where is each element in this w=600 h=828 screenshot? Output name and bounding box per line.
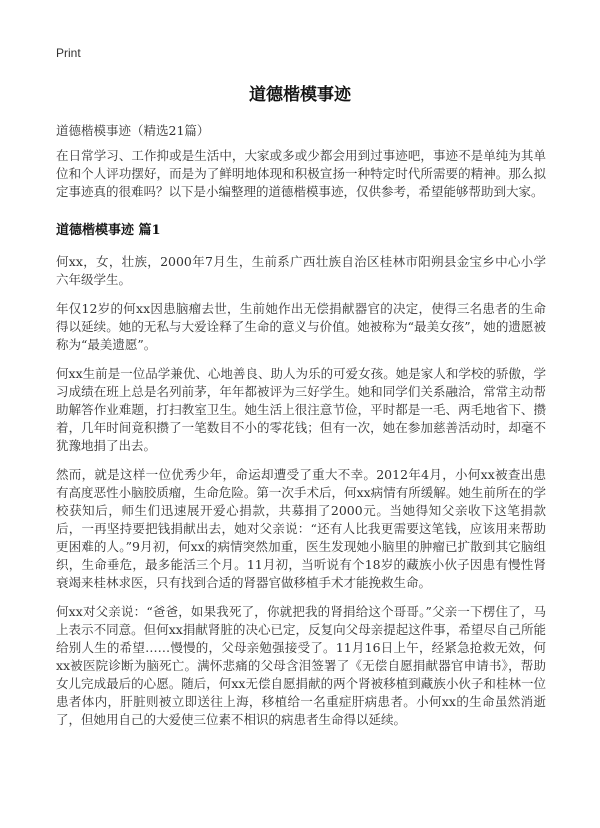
section-heading: 道德楷模事迹 篇1	[56, 223, 161, 238]
body-paragraph: 年仅12岁的何xx因患脑瘤去世，生前她作出无偿捐献器官的决定，使得三名患者的生命得以延续。她的无私与大爱诠释了生命的意义与价值。她被称为“最美女孩”，她的遗愿被称为“最美遗愿”。	[56, 301, 546, 352]
body-paragraph: 何xx，女，壮族，2000年7月生，生前系广西壮族自治区桂林市阳朔县金宝乡中心小学六年级学生。	[56, 254, 546, 287]
body-paragraph: 然而，就是这样一位优秀少年，命运却遭受了重大不幸。2012年4月，小何xx被查出患有高度恶性小脑胶质瘤，生命危险。第一次手术后，何xx病情有所缓解。她生前所在的学校获知后，师生们迅速展开爱心捐款，共募捐了2000元。当她得知父亲收下这笔捐款后，一再坚持要把钱捐献出去，她对父亲说：“还有人比我更需要这笔钱，应该用来帮助更困难的人。”9月初，何xx的病情突然加重，医生发现她小脑里的肿瘤已扩散到其它脑组织，生命垂危，最多能活三个月。11月初，当听说有个18岁的藏族小伙子因患有慢性肾衰竭来桂林求医，只有找到合适的肾器官做移植手术才能挽救生命。	[56, 467, 546, 590]
body-paragraph: 何xx对父亲说：“爸爸，如果我死了，你就把我的肾捐给这个哥哥。”父亲一下楞住了，马上表示不同意。但何xx捐献肾脏的决心已定，反复向父母亲提起这件事，希望尽自己所能给别人生的希望……慢慢的，父母亲勉强接受了。11月16日上午，经紧急抢救无效，何xx被医院诊断为脑死亡。满怀悲痛的父母含泪签署了《无偿自愿捐献器官申请书》，帮助女儿完成最后的心愿。随后，何xx无偿自愿捐献的两个肾被移植到藏族小伙子和桂林一位患者体内，肝脏则被立即送往上海，移植给一名重症肝病患者。小何xx的生命虽然消逝了，但她用自己的大爱使三位素不相识的病患者生命得以延续。	[56, 604, 546, 727]
print-link[interactable]: Print	[56, 46, 81, 60]
article-body	[56, 147, 546, 740]
body-paragraph: 何xx生前是一位品学兼优、心地善良、助人为乐的可爱女孩。她是家人和学校的骄傲，学习成绩在班上总是名列前茅，年年都被评为三好学生。她和同学们关系融洽，常常主动帮助解答作业难题，打扫教室卫生。她生活上很注意节俭，平时都是一毛、两毛地省下、攒着，几年时间竟积攒了一笔数目不小的零花钱；但有一次，她在参加慈善活动时，却毫不犹豫地捐了出去。	[56, 366, 546, 453]
intro-paragraph: 在日常学习、工作抑或是生活中，大家或多或少都会用到过事迹吧，事迹不是单纯为其单位和个人评功摆好，而是为了鲜明地体现和积极宣扬一种特定时代所需要的精神。那么拟定事迹真的很难吗？以下是小编整理的道德楷模事迹，仅供参考，希望能够帮助到大家。	[56, 148, 546, 199]
subtitle: 道德楷模事迹（精选21篇）	[56, 123, 210, 138]
page-title: 道德楷模事迹	[249, 85, 351, 105]
